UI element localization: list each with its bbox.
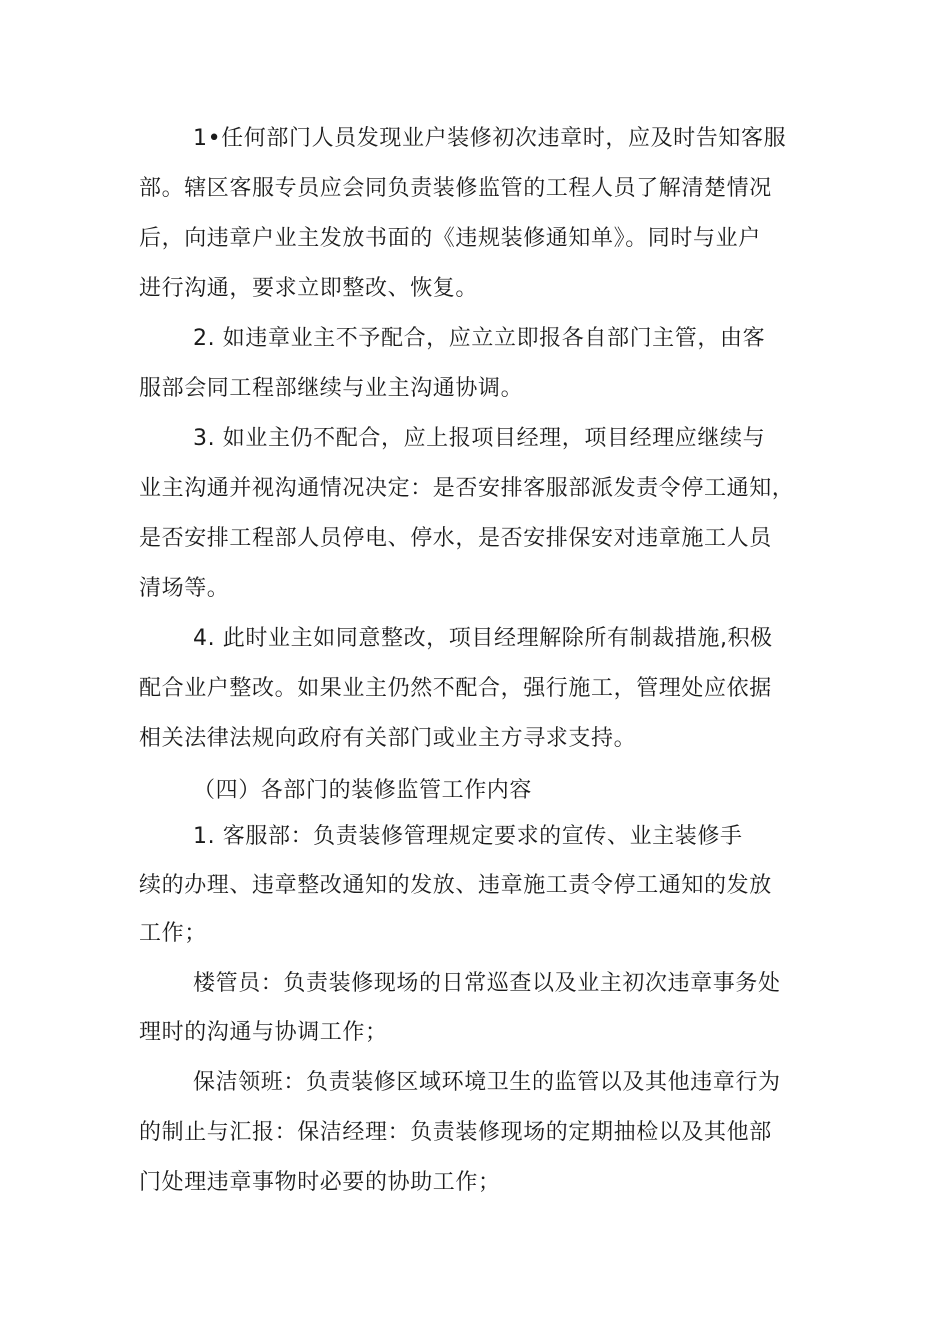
- item-2-line-2: 理时的沟通与协调工作；: [139, 1020, 388, 1045]
- paragraph-1-line-2: 部。辖区客服专员应会同负责装修监管的工程人员了解清楚情况: [139, 176, 772, 201]
- paragraph-1-line-1: 1•任何部门人员发现业户装修初次违章时，应及时告知客服: [193, 126, 787, 151]
- item-3-line-1: 保洁领班：负责装修区域环境卫生的监管以及其他违章行为: [193, 1070, 781, 1095]
- item-1-line-2: 续的办理、违章整改通知的发放、违章施工责令停工通知的发放: [139, 873, 772, 898]
- item-1-line-1: 1. 客服部：负责装修管理规定要求的宣传、业主装修手: [193, 824, 743, 849]
- paragraph-3-line-1: 3. 如业主仍不配合，应上报项目经理，项目经理应继续与: [193, 426, 766, 451]
- paragraph-4-line-1: 4. 此时业主如同意整改，项目经理解除所有制裁措施,积极: [193, 626, 773, 651]
- item-3-line-3: 门处理违章事物时必要的协助工作；: [139, 1170, 501, 1195]
- item-1-line-3: 工作；: [139, 921, 207, 946]
- section-heading: （四）各部门的装修监管工作内容: [193, 778, 533, 803]
- item-3-line-2: 的制止与汇报：保洁经理：负责装修现场的定期抽检以及其他部: [139, 1120, 772, 1145]
- paragraph-4-line-3: 相关法律法规向政府有关部门或业主方寻求支持。: [139, 726, 637, 751]
- paragraph-2-line-1: 2. 如违章业主不予配合，应立立即报各自部门主管，由客: [193, 326, 766, 351]
- paragraph-2-line-2: 服部会同工程部继续与业主沟通协调。: [139, 376, 524, 401]
- paragraph-3-line-2: 业主沟通并视沟通情况决定：是否安排客服部派发责令停工通知，: [139, 476, 795, 501]
- paragraph-1-line-3: 后，向违章户业主发放书面的《违规装修通知单》。同时与业户: [139, 226, 761, 251]
- paragraph-3-line-3: 是否安排工程部人员停电、停水，是否安排保安对违章施工人员: [139, 526, 772, 551]
- paragraph-1-line-4: 进行沟通，要求立即整改、恢复。: [139, 276, 479, 301]
- paragraph-4-line-2: 配合业户整改。如果业主仍然不配合，强行施工，管理处应依据: [139, 676, 772, 701]
- paragraph-3-line-4: 清场等。: [139, 576, 230, 601]
- item-2-line-1: 楼管员：负责装修现场的日常巡查以及业主初次违章事务处: [193, 971, 781, 996]
